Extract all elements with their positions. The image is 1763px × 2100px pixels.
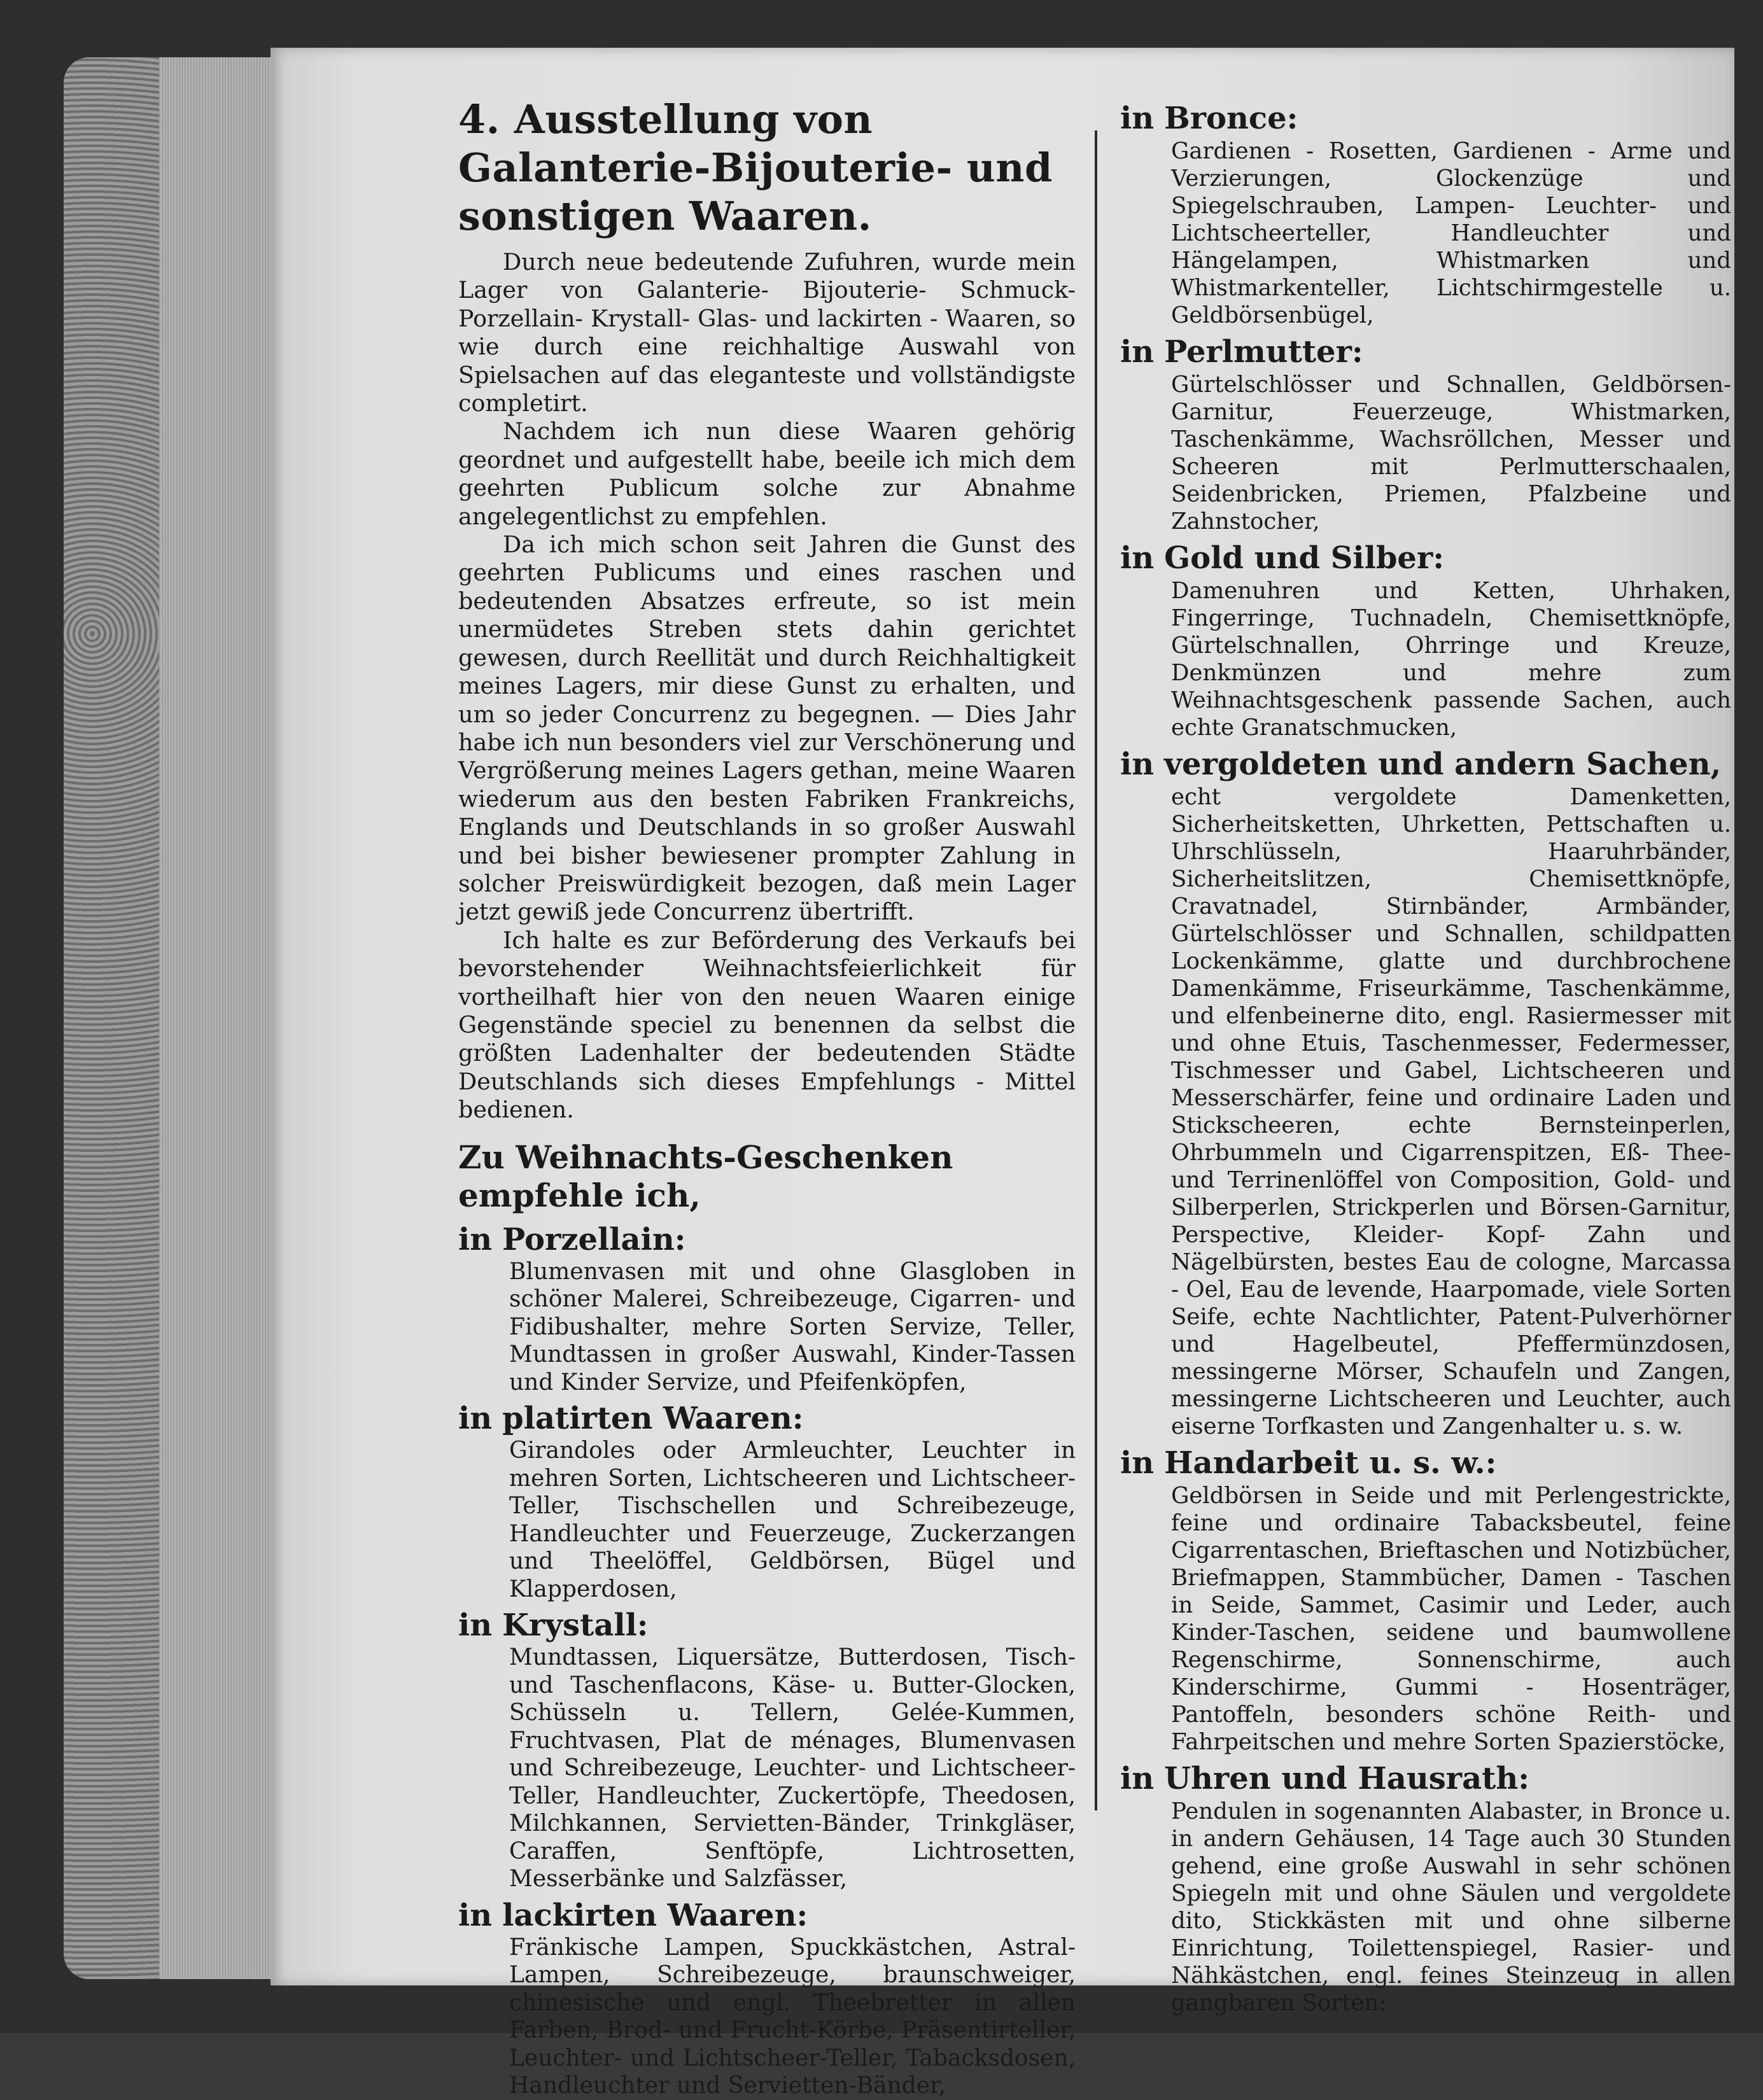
column-divider-rule	[1095, 130, 1097, 1810]
section-title	[458, 1221, 1076, 1258]
section-label: Gold und Silber:	[1164, 540, 1444, 576]
section-in: in	[458, 1607, 493, 1644]
advertisement-heading: 4. Ausstellung von Galanterie-Bijouterie- und sonstigen Waaren.	[458, 96, 1053, 239]
section-label: Krystall:	[502, 1607, 649, 1644]
section-uhren-und-hausrath	[1120, 1760, 1731, 2017]
section-title	[458, 1400, 1076, 1437]
paragraph-2: Nachdem ich nun diese Waaren gehörig geordnet und aufgestellt habe, beeile ich mich dem geehrten Publicum solche zur Abnahme angelegentlichst zu empfehlen.	[458, 417, 1076, 530]
section-items: Pendulen in sogenannten Alabaster, in Bronce u. in andern Gehäusen, 14 Tage auch 30 Stunden gehend, eine große Auswahl in sehr schönen Spiegeln mit und ohne Säulen und vergoldete dito, Stickkästen mit und ohne silberne Einrichtung, Toilettenspiegel, Rasier- und Nähkästchen, engl. feines Steinzeug in allen gangbaren Sorten:	[1171, 1798, 1731, 2016]
section-vergoldeten-sachen	[1120, 745, 1731, 1440]
section-title	[1120, 99, 1731, 137]
section-title	[1120, 539, 1731, 577]
section-label: lackirten Waaren:	[502, 1897, 808, 1933]
section-items: Mundtassen, Liquersätze, Butterdosen, Tisch- und Taschenflacons, Käse- u. Butter-Glocken, Schüsseln u. Tellern, Gelée-Kummen, Fruchtvasen, Plat de ménages, Blumenvasen und Schreibezeuge, Leuchter- und Lichtscheer-Teller, Handleuchter, Zuckertöpfe, Theedosen, Milchkannen, Servietten-Bänder, Trinkgläser, Caraffen, Senftöpfe, Lichtrosetten, Messerbänke und Salzfässer,	[509, 1644, 1076, 1893]
christmas-gifts-subheading: Zu Weihnachts-Geschenken empfehle ich,	[458, 1138, 953, 1214]
section-label: Bronce:	[1164, 101, 1298, 136]
section-in: in	[458, 1401, 493, 1437]
section-handarbeit	[1120, 1444, 1731, 1756]
section-platirten-waaren	[458, 1400, 1076, 1603]
section-title	[1120, 1444, 1731, 1482]
section-items: Damenuhren und Ketten, Uhrhaken, Fingerringe, Tuchnadeln, Chemisettknöpfe, Gürtelschnallen, Ohrringe und Kreuze, Denkmünzen und mehre zum Weihnachtsgeschenk passende Sachen, auch echte Granatschmucken,	[1171, 578, 1731, 741]
section-porzellain	[458, 1221, 1076, 1397]
section-title	[1120, 745, 1731, 783]
section-in: in	[458, 1897, 493, 1933]
section-label: Uhren und Hausrath:	[1164, 1761, 1529, 1796]
section-title	[458, 1607, 1076, 1644]
section-items: Gürtelschlösser und Schnallen, Geldbörsen-Garnitur, Feuerzeuge, Whistmarken, Taschenkämme, Wachsröllchen, Messer und Scheeren mit Perlmutterschaalen, Seidenbricken, Priemen, Pfalzbeine und Zahnstocher,	[1171, 372, 1731, 535]
section-lackirten-waaren	[458, 1897, 1076, 2100]
section-label: Perlmutter:	[1164, 334, 1363, 370]
section-in: in	[1120, 1445, 1155, 1481]
section-label: platirten Waaren:	[502, 1401, 804, 1437]
section-in: in	[1120, 746, 1155, 782]
section-in: in	[1120, 101, 1155, 136]
section-label: vergoldeten und andern Sachen,	[1164, 746, 1722, 782]
paragraph-1: Durch neue bedeutende Zufuhren, wurde mein Lager von Galanterie- Bijouterie- Schmuck- Porzellain- Krystall- Glas- und lackirten - Waaren, so wie durch eine reichhaltige Auswahl von Spielsachen auf das eleganteste und vollständigste completirt.	[458, 248, 1076, 417]
section-in: in	[1120, 334, 1155, 370]
section-items: Geldbörsen in Seide und mit Perlengestrickte, feine und ordinaire Tabacksbeutel, feine Cigarrentaschen, Brieftaschen und Notizbücher, Briefmappen, Stammbücher, Damen - Taschen in Seide, Sammet, Casimir und Leder, auch Kinder-Taschen, seidene und baumwollene Regenschirme, Sonnenschirme, auch Kinderschirme, Gummi - Hosenträger, Pantoffeln, besonders schöne Reith- und Fahrpeitschen und mehre Sorten Spazierstöcke,	[1171, 1483, 1731, 1755]
section-in: in	[1120, 540, 1155, 576]
paragraph-3: Da ich mich schon seit Jahren die Gunst des geehrten Publicums und eines raschen und bedeutenden Absatzes erfreute, so ist mein unermüdetes Streben stets dahin gerichtet gewesen, durch Reellität und durch Reichhaltigkeit meines Lagers, mir diese Gunst zu erhalten, und um so jeder Concurrenz zu begegnen. — Dies Jahr habe ich nun besonders viel zur Verschönerung und Vergrößerung meines Lagers gethan, meine Waaren wiederum aus den besten Fabriken Frankreichs, Englands und Deutschlands in so großer Auswahl und bei bisher bewiesener prompter Zahlung in solcher Preiswürdigkeit bezogen, daß mein Lager jetzt gewiß jede Concurrenz übertrifft.	[458, 531, 1076, 926]
section-label: Porzellain:	[502, 1221, 686, 1257]
section-title	[458, 1897, 1076, 1934]
section-items: Gardienen - Rosetten, Gardienen - Arme und Verzierungen, Glockenzüge und Spiegelschrauben, Lampen- Leuchter- und Lichtscheerteller, Handleuchter und Hängelampen, Whistmarken und Whistmarkenteller, Lichtschirmgestelle u. Geldbörsenbügel,	[1171, 138, 1731, 328]
section-label: Handarbeit u. s. w.:	[1164, 1445, 1497, 1481]
section-items: Blumenvasen mit und ohne Glasgloben in schöner Malerei, Schreibezeuge, Cigarren- und Fidibushalter, mehre Sorten Servize, Teller, Mundtassen in großer Auswahl, Kinder-Tassen und Kinder Servize, und Pfeifenköpfen,	[509, 1258, 1076, 1396]
section-gold-und-silber	[1120, 539, 1731, 741]
section-title	[1120, 1760, 1731, 1798]
book-cover-edge	[64, 57, 159, 1979]
section-krystall	[458, 1607, 1076, 1893]
right-column	[1120, 95, 1731, 2017]
section-perlmutter	[1120, 333, 1731, 535]
left-column	[458, 95, 1076, 2100]
section-items: echt vergoldete Damenketten, Sicherheitsketten, Uhrketten, Pettschaften u. Uhrschlüsseln, Haaruhrbänder, Sicherheitslitzen, Chemisettknöpfe, Cravatnadel, Stirnbänder, Armbänder, Gürtelschlösser und Schnallen, schildpatten Lockenkämme, glatte und durchbrochene Damenkämme, Friseurkämme, Taschenkämme, und elfenbeinerne dito, engl. Rasiermesser mit und ohne Etuis, Taschenmesser, Federmesser, Tischmesser und Gabel, Lichtscheeren und Messerschärfer, feine und ordinaire Laden und Stickscheeren, echte Bernsteinperlen, Ohrbummeln und Cigarrenspitzen, Eß- Thee- und Terrinenlöffel von Composition, Gold- und Silberperlen, Strickperlen und Börsen-Garnitur, Perspective, Kleider- Kopf- Zahn und Nägelbürsten, bestes Eau de cologne, Marcassa - Oel, Eau de levende, Haarpomade, viele Sorten Seife, echte Nachtlichter, Patent-Pulverhörner und Hagelbeutel, Pfeffermünzdosen, messingerne Mörser, Schaufeln und Zangen, messingerne Lichtscheeren und Leuchter, auch eiserne Torfkasten und Zangenhalter u. s. w.	[1171, 784, 1731, 1439]
section-title	[1120, 333, 1731, 371]
paragraph-4: Ich halte es zur Beförderung des Verkaufs bei bevorstehender Weihnachtsfeierlichkeit für vortheilhaft hier von den neuen Waaren einige Gegenstände speciel zu benennen da selbst die größten Ladenhalter der bedeutenden Städte Deutschlands sich dieses Empfehlungs - Mittel bedienen.	[458, 926, 1076, 1124]
section-in: in	[1120, 1761, 1155, 1796]
section-in: in	[458, 1221, 493, 1257]
section-items: Girandoles oder Armleuchter, Leuchter in mehren Sorten, Lichtscheeren und Lichtscheer-Teller, Tischschellen und Schreibezeuge, Handleuchter und Feuerzeuge, Zuckerzangen und Theelöffel, Geldbörsen, Bügel und Klapperdosen,	[509, 1438, 1076, 1602]
section-items: Fränkische Lampen, Spuckkästchen, Astral-Lampen, Schreibezeuge, braunschweiger, chinesische und engl. Theebretter in allen Farben, Brod- und Frucht-Körbe, Präsentirteller, Leuchter- und Lichtscheer-Teller, Tabacksdosen, Handleuchter und Servietten-Bänder,	[509, 1934, 1076, 2099]
section-bronce	[1120, 99, 1731, 329]
